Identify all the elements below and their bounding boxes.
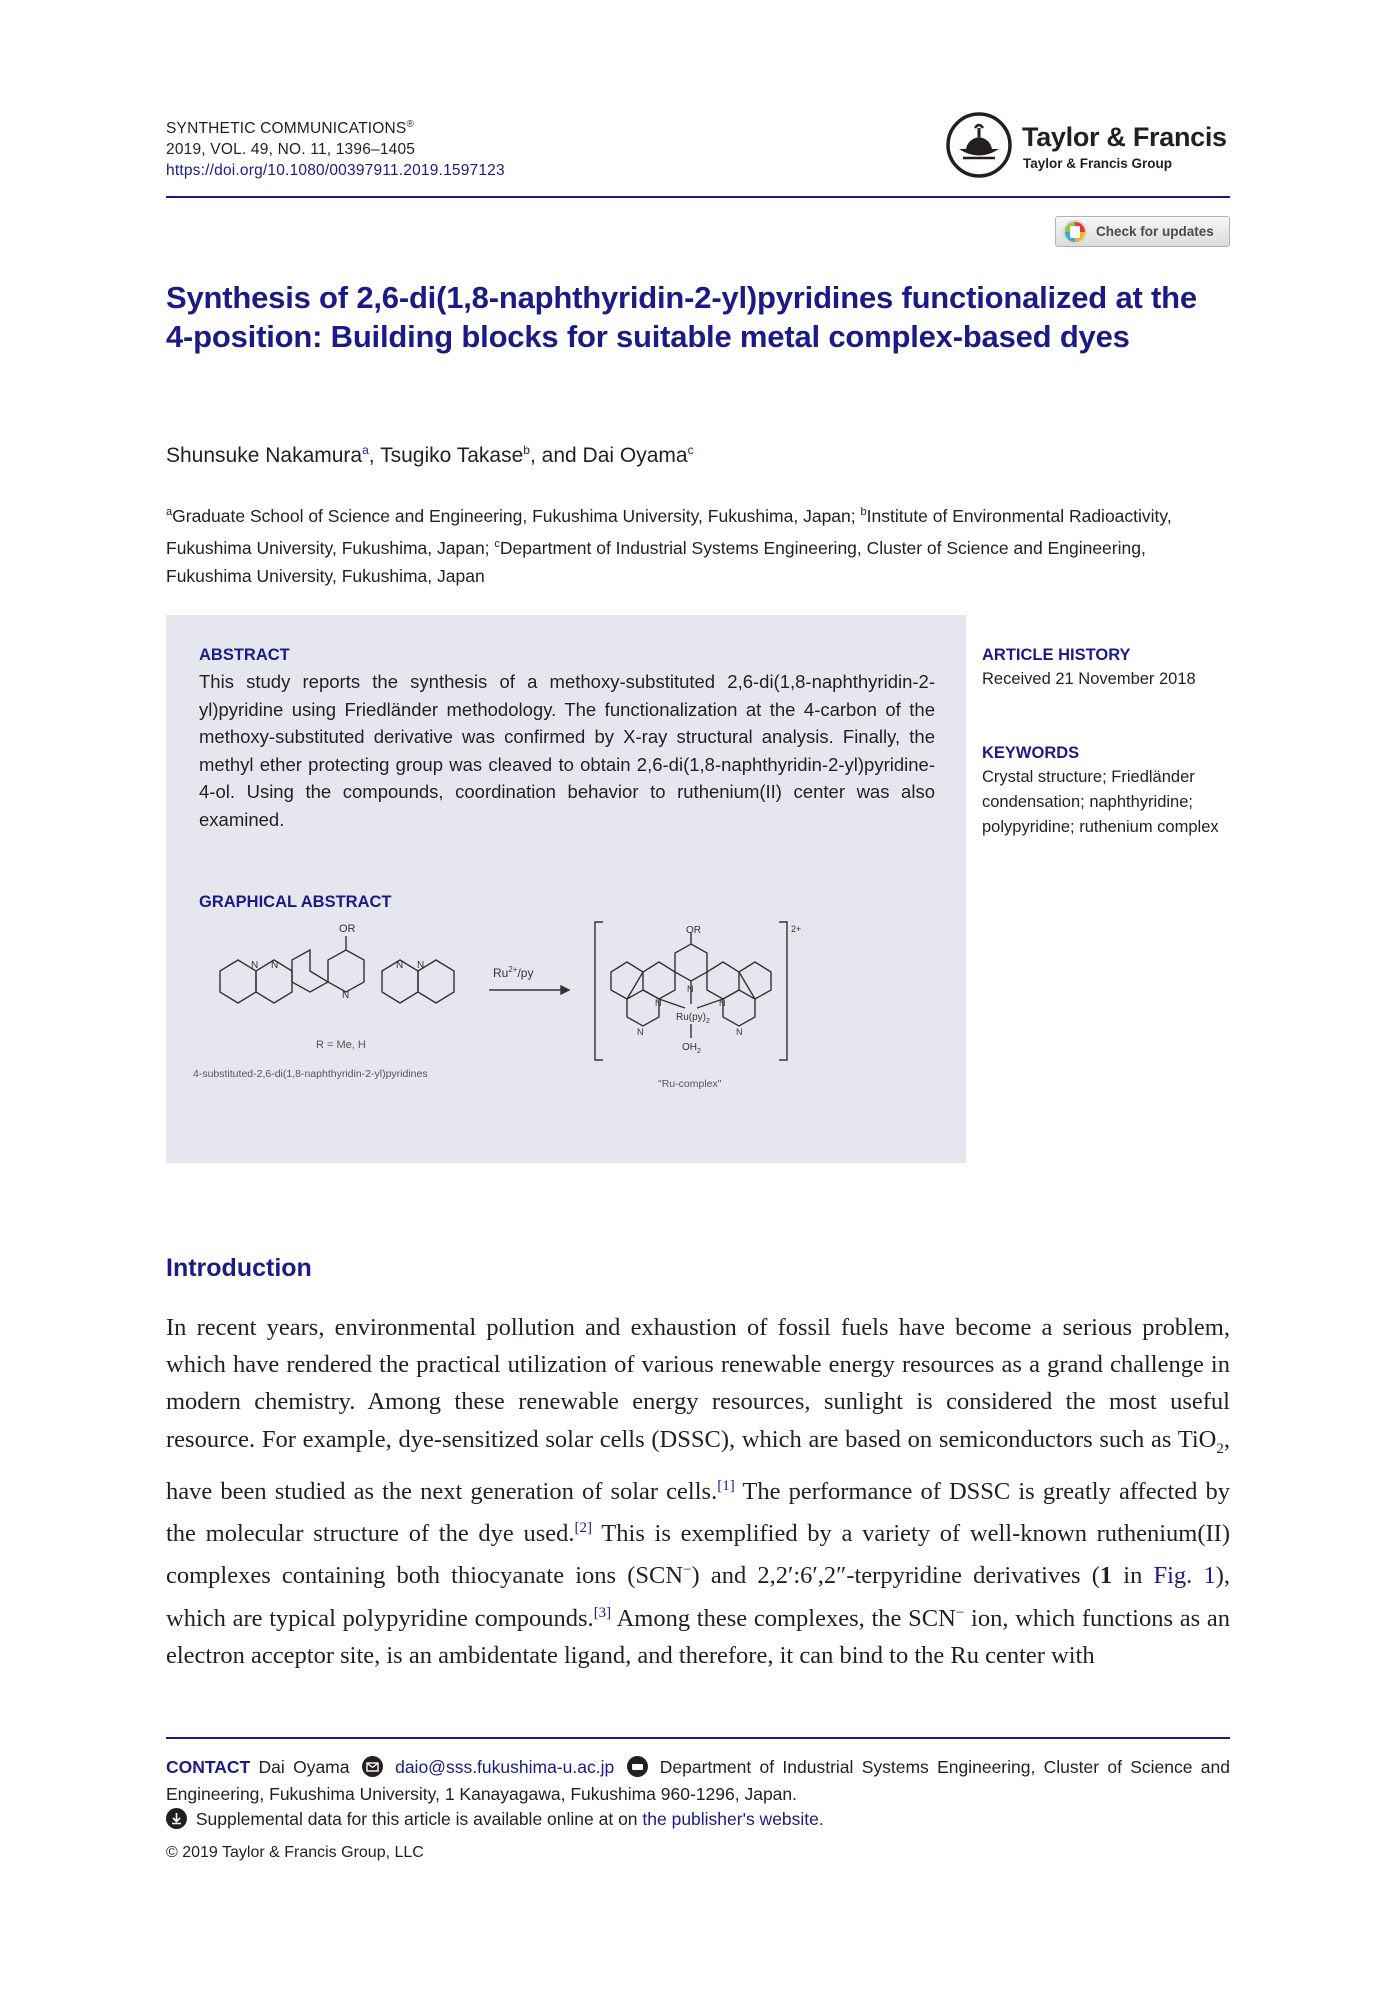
affiliations: $^a$Graduate School of Science and Engineering, Fukushima University, Fukushima, Japan; $^b$Institute of Environmental Radioactivity, Fukushima University, Fukushima, Japan; $^c$Department of Industrial Systems Engineering, Cluster of Science and Engineering, Fukushima University, Fukushima, Japan [166,505,1172,586]
water-label: $OH_2$ [682,1042,701,1055]
section-heading-introduction: Introduction [166,1254,312,1282]
publisher-logo[interactable] [946,112,1232,182]
r-substituent-label: R = Me, H [316,1039,366,1051]
svg-text:N: N [396,960,404,971]
address-icon [627,1756,648,1777]
svg-text:N: N [736,1027,743,1037]
author-list: Shunsuke Nakamura$^a$, Tsugiko Takase$^b$, and Dai Oyama$^c$ [166,443,694,467]
citation-link[interactable]: [2] [574,1520,593,1537]
keywords-list: Crystal structure; Friedländer condensation; naphthyridine; polypyridine; ruthenium complex [982,768,1219,836]
crossmark-icon [1062,219,1088,245]
received-date: Received 21 November 2018 [982,670,1196,688]
svg-text:N: N [417,960,425,971]
check-for-updates-label: Check for updates [1096,224,1214,239]
svg-text:N: N [719,998,726,1008]
publisher-lamp-icon [946,112,1012,178]
svg-text:N: N [251,960,259,971]
charge-label: 2+ [791,924,802,934]
journal-name: SYNTHETIC COMMUNICATIONS® [166,119,415,138]
doi-link[interactable]: https://doi.org/10.1080/00397911.2019.1597123 [166,162,505,180]
download-icon [166,1808,187,1829]
footer-rule [166,1737,1230,1739]
left-bracket [595,922,603,1060]
header-rule [166,196,1230,198]
supplemental-note: Supplemental data for this article is available online at on the publisher's website. [166,1808,824,1830]
abstract-panel [166,615,966,1163]
ligand-caption: 4-substituted-2,6-di(1,8-naphthyridin-2-yl)pyridines [193,1068,428,1080]
introduction-paragraph: In recent years, environmental pollution and exhaustion of fossil fuels have become a serious problem, which have rendered the practical utilization of various renewable energy resources as a grand challenge in modern chemistry. Among these renewable energy resources, sunlight is considered the most useful resource. For example, dye-sensitized solar cells (DSSC), which are based on semiconductors such as TiO$_2$, have been studied as the next generation of solar cells.[1] The performance of DSSC is greatly affected by the molecular structure of the dye used.[2] This is exemplified by a variety of well-known ruthenium(II) complexes containing both thiocyanate ions (SCN−) and 2,2′:6′,2″-terpyridine derivatives (1 in Fig. 1), which are typical polypyridine compounds.[3] Among these complexes, the SCN− ion, which functions as an electron acceptor site, is an ambidentate ligand, and therefore, it can bind to the Ru center with [166,1314,1230,1670]
copyright: © 2019 Taylor & Francis Group, LLC [166,1844,424,1861]
graphical-abstract-scheme [191,920,951,1140]
article-title: Synthesis of 2,6-di(1,8-naphthyridin-2-yl)pyridines functionalized at the 4-position: Building blocks for suitable metal complex-based dyes [166,280,1197,354]
reagent-label: $Ru^{2+}/py$ [493,965,534,980]
svg-text:N: N [637,1027,644,1037]
svg-text:N: N [271,960,279,971]
publisher-group: Taylor & Francis Group [1023,156,1173,171]
author-name[interactable]: Shunsuke Nakamura [166,444,363,467]
graphical-abstract-heading: GRAPHICAL ABSTRACT [199,893,392,911]
contact-label: CONTACT [166,1757,251,1777]
publisher-website-link[interactable]: the publisher's website. [642,1809,824,1829]
contact-name: Dai Oyama [258,1757,350,1777]
or-label: OR [339,923,356,935]
citation-link[interactable]: [3] [593,1604,612,1621]
citation-link[interactable]: [1] [717,1477,735,1494]
svg-text:OR: OR [686,925,701,936]
article-history [982,646,1242,692]
envelope-icon [362,1756,383,1777]
author-name[interactable]: Tsugiko Takase [380,444,524,467]
publisher-name: Taylor & Francis [1022,122,1227,152]
contact-info [166,1754,1230,1808]
contact-email-link[interactable]: daio@sss.fukushima-u.ac.jp [395,1757,615,1777]
journal-info [166,114,505,181]
figure-link[interactable]: Fig. 1 [1153,1562,1216,1590]
keywords-heading: KEYWORDS [982,744,1080,762]
right-bracket [779,922,787,1060]
article-history-heading: ARTICLE HISTORY [982,646,1131,664]
contact-address: Department of Industrial Systems Engineering, Cluster of Science and Engineering, Fukushima University, 1 Kanayagawa, Fukushima 960-1296, Japan. [166,1757,1230,1804]
abstract-text: This study reports the synthesis of a methoxy-substituted 2,6-di(1,8-naphthyridin-2-yl)pyridine using Friedländer methodology. The functionalization at the 4-carbon of the methoxy-substituted derivative was confirmed by X-ray structural analysis. Finally, the methyl ether protecting group was cleaved to obtain 2,6-di(1,8-naphthyridin-2-yl)pyridine-4-ol. Using the compounds, coordination behavior to ruthenium(II) center was also examined. [199,671,935,830]
citation: 2019, VOL. 49, NO. 11, 1396–1405 [166,141,416,159]
svg-text:N: N [342,990,350,1001]
complex-caption: "Ru-complex" [658,1078,722,1090]
check-for-updates-button[interactable] [1055,216,1230,247]
svg-text:N: N [687,984,694,994]
keywords [982,744,1232,840]
svg-text:N: N [655,998,662,1008]
ru-center-label: $Ru(py)_2$ [676,1012,710,1025]
author-name[interactable]: Dai Oyama [582,444,688,467]
abstract-heading: ABSTRACT [199,646,290,664]
